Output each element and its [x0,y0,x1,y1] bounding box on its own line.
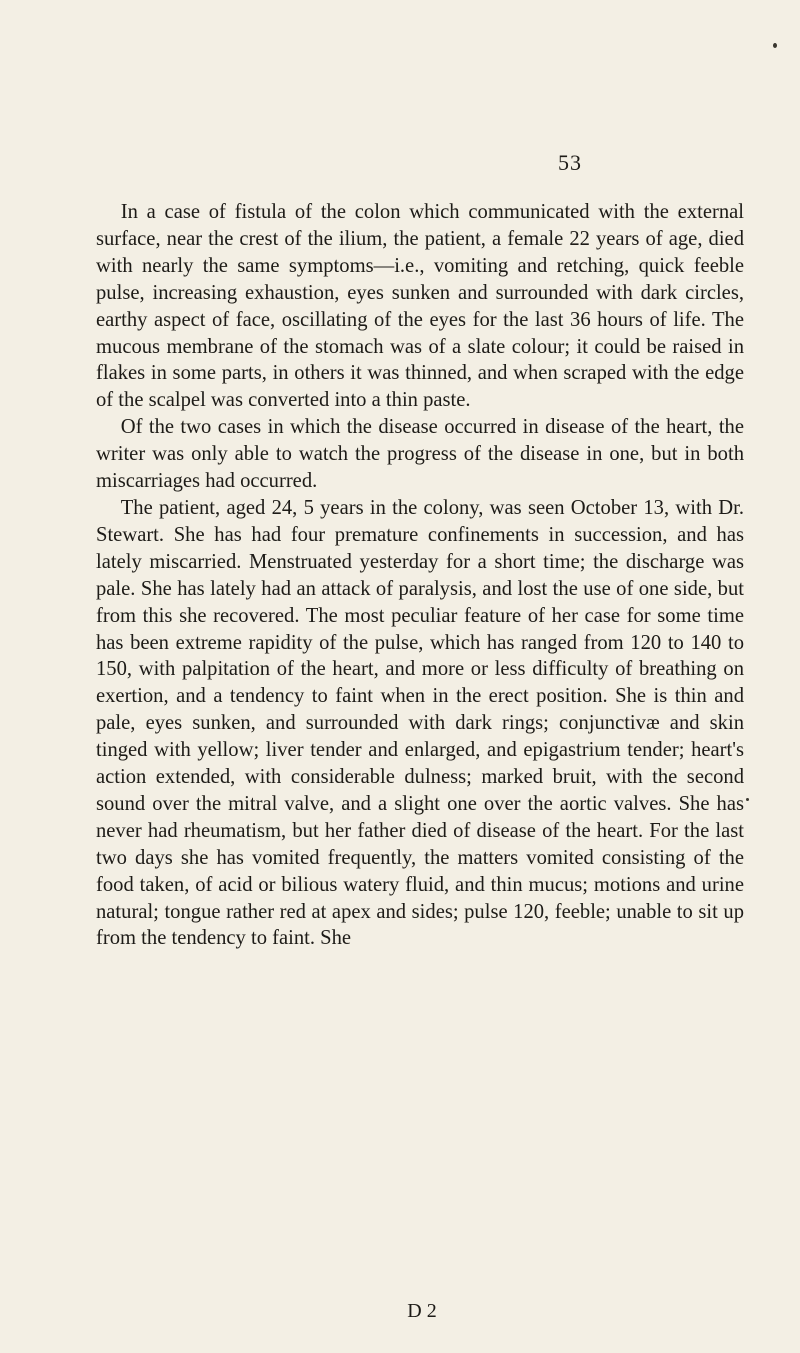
page-number: 53 [558,150,582,175]
margin-speck [746,798,749,801]
margin-speck [773,43,777,48]
signature-mark: D 2 [407,1300,437,1322]
body-text [96,199,744,952]
paragraph-fistula-case: In a case of fistula of the colon which communicated with the external surface, near the crest of the ilium, the patient, a female 22 years of age, died with nearly the same symptoms—i.e., vomiting and retching, quick feeble pulse, increasing exhaustion, eyes sunken and surrounded with dark circles, earthy aspect of face, oscillating of the eyes for the last 36 hours of life. The mucous membrane of the stomach was of a slate colour; it could be raised in flakes in some parts, in others it was thinned, and when scraped with the edge of the scalpel was converted into a thin paste. [96,201,744,412]
paragraph-patient-history: The patient, aged 24, 5 years in the colony, was seen October 13, with Dr. Stewart. She has had four premature confinements in succession, and has lately miscarried. Menstruated yesterday for a short time; the discharge was pale. She has lately had an attack of paralysis, and lost the use of one side, but from this she recovered. The most peculiar feature of her case for some time has been extreme rapidity of the pulse, which has ranged from 120 to 140 to 150, with palpitation of the heart, and more or less difficulty of breathing on exertion, and a tendency to faint when in the erect position. She is thin and pale, eyes sunken, and surrounded with dark rings; conjunctivæ and skin tinged with yellow; liver tender and enlarged, and epigastrium tender; heart's action extended, with considerable dulness; marked bruit, with the second sound over the mitral valve, and a slight one over the aortic valves. She has never had rheumatism, but her father died of disease of the heart. For the last two days she has vomited frequently, the matters vomited consisting of the food taken, of acid or bilious watery fluid, and thin mucus; motions and urine natural; tongue rather red at apex and sides; pulse 120, feeble; unable to sit up from the tendency to faint. She [96,496,744,950]
paragraph-heart-disease-cases: Of the two cases in which the disease occurred in disease of the heart, the writer was only able to watch the progress of the disease in one, but in both miscarriages had occurred. [96,416,744,493]
